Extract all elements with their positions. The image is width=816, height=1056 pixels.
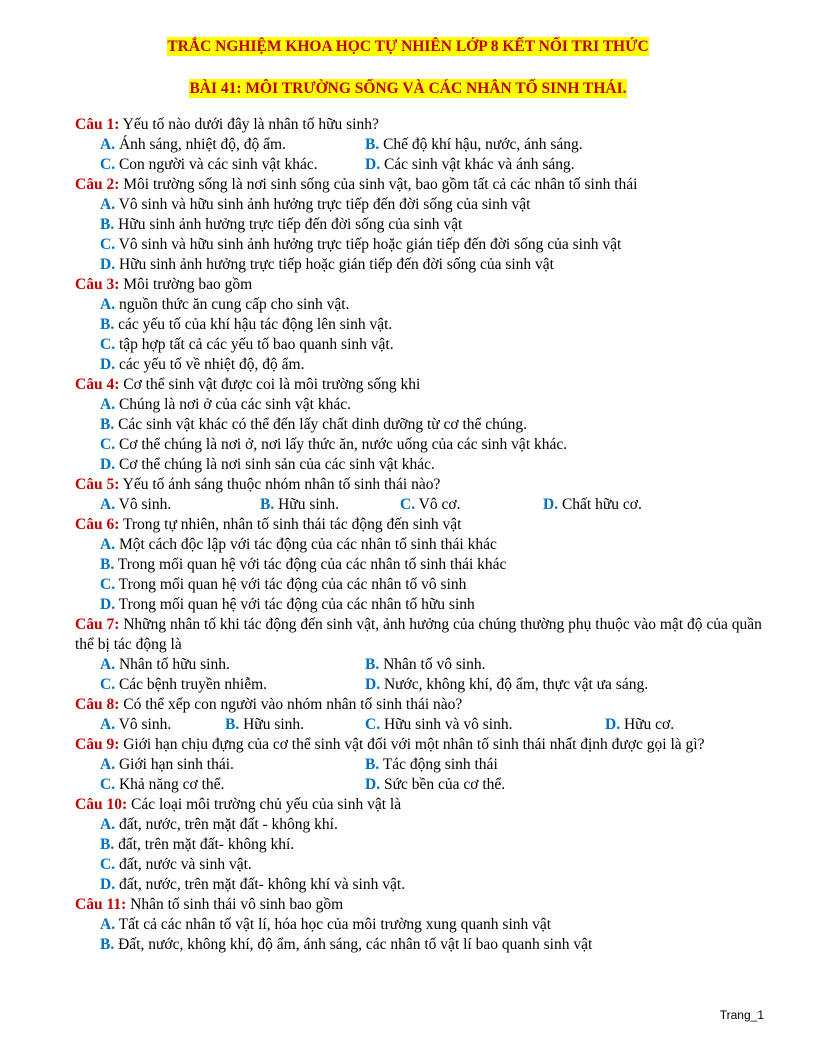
option-letter: B. — [100, 556, 115, 573]
question-text: Có thể xếp con người vào nhóm nhân tố sinh thái nào? — [119, 696, 463, 713]
option-text: Vô sinh. — [115, 716, 172, 733]
question-text: Yếu tố nào dưới đây là nhân tố hữu sinh? — [119, 116, 379, 133]
question-number: Câu 11: — [75, 896, 127, 913]
option-text: đất, trên mặt đất- không khí. — [114, 836, 295, 853]
answer-option — [225, 715, 365, 735]
option-letter: B. — [365, 656, 380, 673]
option-text: các yếu tố về nhiệt độ, độ ẩm. — [115, 356, 305, 373]
lesson-title — [0, 80, 816, 98]
question-11 — [75, 895, 765, 915]
question-number: Câu 4: — [75, 376, 120, 393]
option-letter: D. — [365, 156, 381, 173]
option-text: Hữu sinh ảnh hưởng trực tiếp hoặc gián tiếp đến đời sống của sinh vật — [115, 256, 554, 273]
option-text: tập hợp tất cả các yếu tố bao quanh sinh vật. — [115, 336, 394, 353]
question-2 — [75, 175, 765, 195]
option-letter: C. — [100, 676, 116, 693]
options-row — [75, 655, 765, 695]
option-letter: D. — [365, 776, 381, 793]
option-letter: D. — [605, 716, 621, 733]
answer-option — [75, 335, 765, 355]
option-letter: A. — [100, 136, 116, 153]
option-text: các yếu tố của khí hậu tác động lên sinh vật. — [114, 316, 393, 333]
option-letter: C. — [365, 716, 381, 733]
option-letter: D. — [100, 456, 116, 473]
option-text: Hữu cơ. — [620, 716, 675, 733]
question-number: Câu 1: — [75, 116, 120, 133]
answer-option — [75, 415, 765, 435]
question-number: Câu 10: — [75, 796, 128, 813]
options-row — [75, 495, 765, 515]
question-text: Trong tự nhiên, nhân tố sinh thái tác động đến sinh vật — [119, 516, 462, 533]
option-letter: A. — [100, 396, 116, 413]
options-row — [75, 755, 765, 795]
option-text: Hữu sinh ảnh hưởng trực tiếp đến đời sống của sinh vật — [114, 216, 463, 233]
answer-option — [75, 915, 765, 935]
option-letter: C. — [100, 856, 116, 873]
answer-option — [75, 315, 765, 335]
option-text: Chúng là nơi ở của các sinh vật khác. — [115, 396, 351, 413]
option-text: Chất hữu cơ. — [558, 496, 642, 513]
option-text: Tất cả các nhân tố vật lí, hóa học của môi trường xung quanh sinh vật — [115, 916, 552, 933]
options-row — [75, 715, 765, 735]
document-title — [0, 38, 816, 56]
option-text: Vô cơ. — [415, 496, 461, 513]
option-letter: C. — [100, 576, 116, 593]
option-letter: A. — [100, 196, 116, 213]
answer-option — [605, 715, 735, 735]
question-number: Câu 7: — [75, 616, 120, 633]
option-text: Một cách độc lập với tác động của các nhân tố sinh thái khác — [115, 536, 497, 553]
answer-option — [75, 215, 765, 235]
option-letter: D. — [100, 596, 116, 613]
answer-option — [260, 495, 400, 515]
option-text: Con người và các sinh vật khác. — [115, 156, 318, 173]
option-letter: D. — [100, 256, 116, 273]
answer-option — [75, 815, 765, 835]
answer-option — [365, 655, 695, 675]
option-letter: A. — [100, 296, 116, 313]
option-letter: B. — [100, 216, 115, 233]
question-number: Câu 2: — [75, 176, 120, 193]
option-text: đất, nước, trên mặt đất - không khí. — [115, 816, 338, 833]
answer-option — [75, 535, 765, 555]
option-text: nguồn thức ăn cung cấp cho sinh vật. — [115, 296, 350, 313]
answer-option — [100, 675, 365, 695]
question-number: Câu 6: — [75, 516, 120, 533]
question-number: Câu 3: — [75, 276, 120, 293]
answer-option — [75, 295, 765, 315]
question-8 — [75, 695, 765, 715]
lesson-title-text: BÀI 41: MÔI TRƯỜNG SỐNG VÀ CÁC NHÂN TỐ SINH THÁI. — [189, 80, 627, 97]
question-6 — [75, 515, 765, 535]
option-letter: D. — [100, 876, 116, 893]
answer-option — [75, 575, 765, 595]
answer-option — [365, 675, 695, 695]
question-5 — [75, 475, 765, 495]
option-letter: C. — [100, 776, 116, 793]
option-text: Vô sinh. — [115, 496, 172, 513]
answer-option — [75, 935, 765, 955]
option-text: Các bệnh truyền nhiễm. — [115, 676, 268, 693]
option-text: Hữu sinh. — [239, 716, 305, 733]
answer-option — [365, 775, 695, 795]
question-text: Nhân tố sinh thái vô sinh bao gồm — [126, 896, 344, 913]
option-letter: B. — [100, 316, 115, 333]
option-letter: B. — [260, 496, 275, 513]
question-1 — [75, 115, 765, 135]
option-text: Cơ thể chúng là nơi sinh sản của các sinh vật khác. — [115, 456, 435, 473]
page-number: Trang_1 — [719, 1008, 764, 1022]
option-letter: A. — [100, 536, 116, 553]
option-text: Chế độ khí hậu, nước, ánh sáng. — [379, 136, 583, 153]
answer-option — [75, 875, 765, 895]
option-letter: D. — [365, 676, 381, 693]
option-text: Vô sinh và hữu sinh ảnh hưởng trực tiếp hoặc gián tiếp đến đời sống của sinh vật — [115, 236, 622, 253]
option-letter: A. — [100, 496, 116, 513]
answer-option — [365, 155, 685, 175]
answer-option — [75, 395, 765, 415]
document-title-text: TRẮC NGHIỆM KHOA HỌC TỰ NHIÊN LỚP 8 KẾT NỐI TRI THỨC — [167, 38, 649, 55]
question-3 — [75, 275, 765, 295]
option-letter: C. — [100, 156, 116, 173]
answer-option — [100, 155, 365, 175]
option-text: Giới hạn sinh thái. — [115, 756, 234, 773]
question-text: Những nhân tố khi tác động đến sinh vật, ảnh hưởng của chúng thường phụ thuộc vào mật độ của quần thể bị tác động là — [75, 616, 762, 653]
option-letter: D. — [100, 356, 116, 373]
answer-option — [75, 455, 765, 475]
answer-option — [365, 755, 695, 775]
question-9 — [75, 735, 765, 755]
question-number: Câu 9: — [75, 736, 120, 753]
option-letter: C. — [100, 336, 116, 353]
option-text: Nước, không khí, độ ẩm, thực vật ưa sáng. — [380, 676, 649, 693]
option-letter: C. — [100, 436, 116, 453]
option-text: Khả năng cơ thể. — [115, 776, 225, 793]
answer-option — [543, 495, 743, 515]
option-letter: A. — [100, 816, 116, 833]
answer-option — [75, 595, 765, 615]
option-text: Các sinh vật khác và ánh sáng. — [380, 156, 575, 173]
question-text: Yếu tố ánh sáng thuộc nhóm nhân tố sinh thái nào? — [119, 476, 441, 493]
answer-option — [100, 495, 260, 515]
question-text: Giới hạn chịu đựng của cơ thể sinh vật đối với một nhân tố sinh thái nhất định được gọi là gì? — [119, 736, 705, 753]
option-text: Trong mối quan hệ với tác động của các nhân tố sinh thái khác — [114, 556, 507, 573]
answer-option — [75, 255, 765, 275]
question-text: Các loại môi trường chủ yếu của sinh vật là — [127, 796, 402, 813]
option-text: đất, nước và sinh vật. — [115, 856, 252, 873]
option-text: Đất, nước, không khí, độ ẩm, ánh sáng, các nhân tố vật lí bao quanh sinh vật — [114, 936, 593, 953]
option-text: Nhân tố vô sinh. — [379, 656, 486, 673]
question-7 — [75, 615, 765, 655]
option-letter: B. — [365, 756, 380, 773]
answer-option — [100, 775, 365, 795]
answer-option — [100, 135, 365, 155]
option-text: Vô sinh và hữu sinh ảnh hưởng trực tiếp đến đời sống của sinh vật — [115, 196, 531, 213]
question-text: Môi trường sống là nơi sinh sống của sinh vật, bao gồm tất cả các nhân tố sinh thái — [119, 176, 638, 193]
option-text: Nhân tố hữu sinh. — [115, 656, 230, 673]
answer-option — [75, 835, 765, 855]
option-letter: D. — [543, 496, 559, 513]
option-letter: B. — [365, 136, 380, 153]
question-number: Câu 5: — [75, 476, 120, 493]
option-letter: A. — [100, 716, 116, 733]
question-10 — [75, 795, 765, 815]
answer-option — [75, 555, 765, 575]
option-text: Tác động sinh thái — [379, 756, 498, 773]
answer-option — [75, 195, 765, 215]
question-4 — [75, 375, 765, 395]
option-letter: B. — [225, 716, 240, 733]
option-text: Ánh sáng, nhiệt độ, độ ẩm. — [115, 136, 286, 153]
option-letter: B. — [100, 836, 115, 853]
option-text: Sức bền của cơ thể. — [380, 776, 506, 793]
option-letter: C. — [400, 496, 416, 513]
option-text: Các sinh vật khác có thể đến lấy chất dinh dưỡng từ cơ thể chúng. — [114, 416, 528, 433]
option-text: Hữu sinh. — [274, 496, 340, 513]
answer-option — [100, 755, 365, 775]
option-letter: B. — [100, 416, 115, 433]
option-letter: A. — [100, 656, 116, 673]
option-text: Trong mối quan hệ với tác động của các nhân tố vô sinh — [115, 576, 467, 593]
option-letter: A. — [100, 756, 116, 773]
option-letter: C. — [100, 236, 116, 253]
question-number: Câu 8: — [75, 696, 120, 713]
answer-option — [365, 715, 605, 735]
option-letter: B. — [100, 936, 115, 953]
option-text: Hữu sinh và vô sinh. — [380, 716, 513, 733]
option-text: đất, nước, trên mặt đất- không khí và sinh vật. — [115, 876, 406, 893]
options-row — [75, 135, 765, 175]
answer-option — [100, 715, 225, 735]
answer-option — [75, 855, 765, 875]
question-text: Môi trường bao gồm — [119, 276, 253, 293]
answer-option — [75, 235, 765, 255]
question-list — [75, 115, 765, 955]
answer-option — [400, 495, 543, 515]
answer-option — [75, 435, 765, 455]
option-text: Trong mối quan hệ với tác động của các nhân tố hữu sinh — [115, 596, 475, 613]
answer-option — [365, 135, 685, 155]
question-text: Cơ thể sinh vật được coi là môi trường sống khi — [119, 376, 421, 393]
answer-option — [100, 655, 365, 675]
option-text: Cơ thể chúng là nơi ở, nơi lấy thức ăn, nước uống của các sinh vật khác. — [115, 436, 568, 453]
option-letter: A. — [100, 916, 116, 933]
answer-option — [75, 355, 765, 375]
